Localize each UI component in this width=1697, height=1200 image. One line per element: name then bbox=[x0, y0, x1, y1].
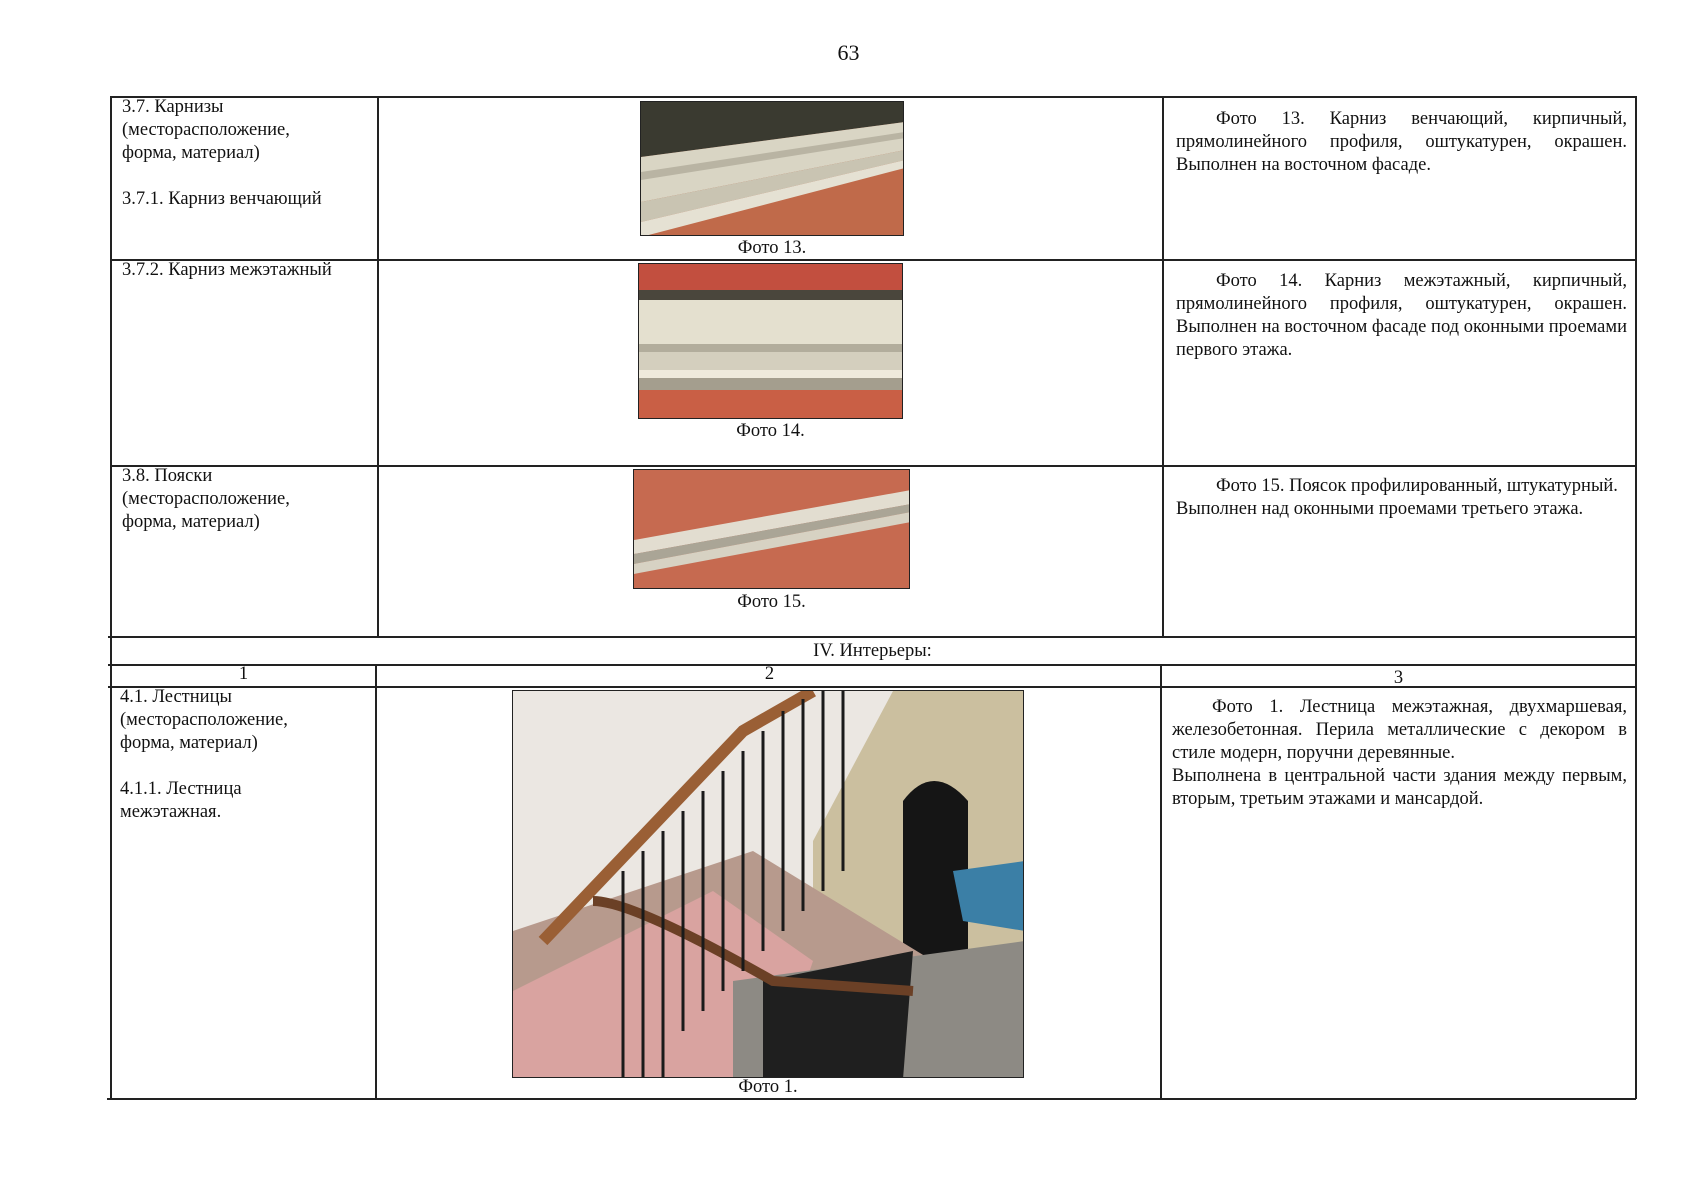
description-paragraph: Выполнена в центральной части здания между первым, вторым, третьим этажами и мансардой. bbox=[1172, 766, 1627, 809]
description-paragraph: Фото 15. Поясок профилированный, штукатурный. bbox=[1216, 476, 1618, 496]
photo-caption: Фото 14. bbox=[736, 421, 805, 441]
column-number: 3 bbox=[1393, 668, 1404, 688]
description-paragraph: Фото 13. Карниз венчающий, кирпичный, прямолинейного профиля, оштукатурен, окрашен. Выполнен на восточном фасаде. bbox=[1176, 109, 1627, 175]
row-label-cornice-interfloor: 3.7.2. Карниз межэтажный bbox=[122, 260, 332, 280]
belt-photo-image bbox=[634, 470, 910, 589]
row-description bbox=[1176, 108, 1627, 177]
cornice-photo-image bbox=[641, 102, 904, 236]
photo-caption: Фото 13. bbox=[737, 238, 807, 258]
row-description bbox=[1176, 475, 1627, 521]
row-label-belts: 3.8. Пояски (месторасположение, форма, материал) bbox=[122, 466, 290, 532]
photo-14 bbox=[638, 263, 903, 419]
page-number: 63 bbox=[837, 40, 860, 65]
photo-15 bbox=[633, 469, 910, 589]
section-heading: IV. Интерьеры: bbox=[813, 641, 932, 661]
description-paragraph: Фото 14. Карниз межэтажный, кирпичный, прямолинейного профиля, оштукатурен, окрашен. Выполнен на восточном фасаде под оконными проемами первого этажа. bbox=[1176, 271, 1627, 360]
photo-caption: Фото 15. bbox=[737, 592, 806, 612]
column-number: 1 bbox=[238, 664, 249, 684]
photo-caption: Фото 1. bbox=[738, 1077, 798, 1097]
photo-1-staircase bbox=[512, 690, 1024, 1078]
column-number: 2 bbox=[764, 664, 775, 684]
staircase-photo-image bbox=[513, 691, 1024, 1078]
photo-13 bbox=[640, 101, 904, 236]
row-description bbox=[1176, 270, 1627, 362]
description-paragraph: Фото 1. Лестница межэтажная, двухмаршевая, железобетонная. Перила металлические с декором в стиле модерн, поручни деревянные. bbox=[1172, 697, 1627, 763]
row-description bbox=[1172, 696, 1627, 811]
row-label-cornice-crown: 3.7. Карнизы (месторасположение, форма, материал) 3.7.1. Карниз венчающий bbox=[122, 97, 322, 209]
cornice-photo-image bbox=[639, 264, 903, 419]
row-label-stairs: 4.1. Лестницы (месторасположение, форма, материал) 4.1.1. Лестница межэтажная. bbox=[120, 687, 288, 822]
description-paragraph: Выполнен над оконными проемами третьего этажа. bbox=[1176, 499, 1584, 519]
